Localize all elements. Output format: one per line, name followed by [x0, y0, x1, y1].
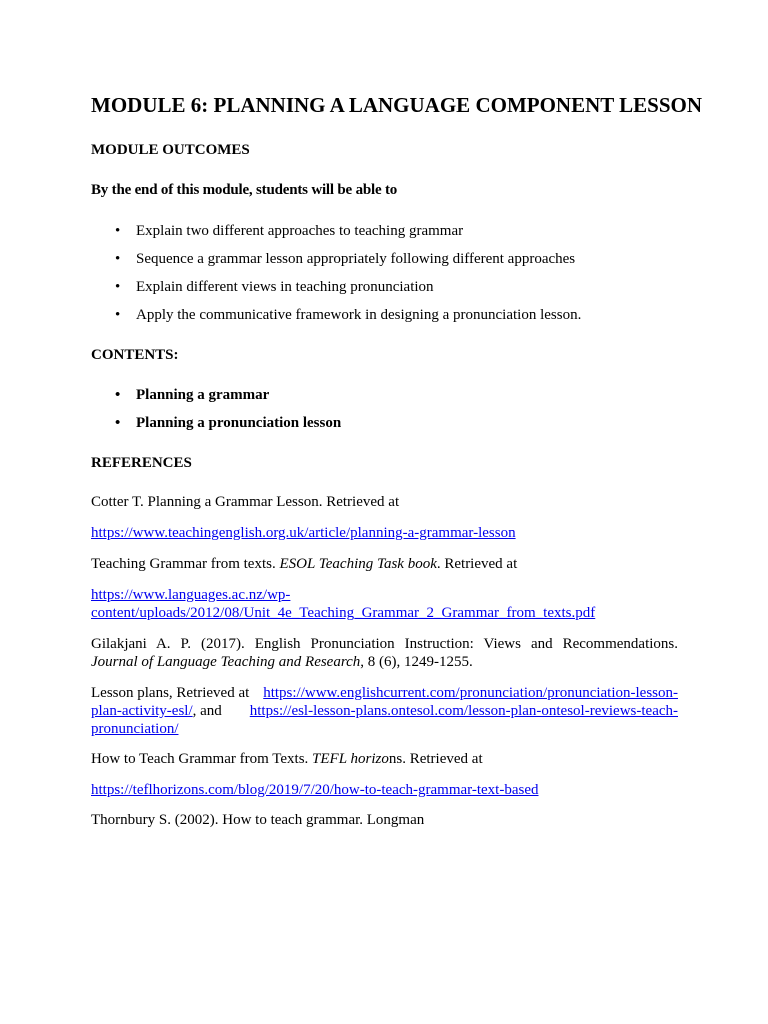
outcomes-list [91, 222, 581, 334]
reference-3-text: Gilakjani A. P. (2017). English Pronunciation Instruction: Views and Recommendations. Journal of Language Teaching and Research, 8 (6), 1249-1255. [91, 636, 678, 670]
reference-1-link-line [91, 524, 678, 542]
reference-5-link-line [91, 781, 678, 799]
reference-1-text: Cotter T. Planning a Grammar Lesson. Retrieved at [91, 494, 400, 510]
references-heading: REFERENCES [91, 455, 192, 471]
list-item: • Sequence a grammar lesson appropriately following different approaches [115, 251, 576, 267]
bullet-icon: • [115, 307, 121, 323]
reference-4-link-1-cont[interactable]: plan-activity-esl/ [91, 703, 193, 719]
bullet-icon: • [115, 415, 121, 431]
contents-list [91, 386, 341, 442]
reference-2-link[interactable]: https://www.languages.ac.nz/wp- content/uploads/2012/08/Unit_4e_Teaching_Grammar_2_Grammar_from_texts.pdf [91, 587, 596, 621]
bullet-icon: • [115, 251, 121, 267]
bullet-icon: • [115, 223, 121, 239]
reference-2-link-block [91, 586, 678, 622]
list-item: • Explain different views in teaching pronunciation [115, 279, 434, 295]
list-item: • Apply the communicative framework in designing a pronunciation lesson. [115, 307, 582, 323]
reference-4-link-2[interactable]: https://esl-lesson-plans.ontesol.com/lesson-plan-ontesol-reviews-teach- [249, 703, 678, 719]
outcomes-heading: MODULE OUTCOMES [91, 142, 250, 158]
contents-heading: CONTENTS: [91, 347, 179, 363]
list-item: • Planning a grammar [115, 387, 270, 403]
reference-5-link[interactable]: https://teflhorizons.com/blog/2019/7/20/how-to-teach-grammar-text-based [91, 782, 539, 798]
reference-4-link-1[interactable]: https://www.englishcurrent.com/pronunciation/pronunciation-lesson- [263, 685, 678, 701]
reference-1-link[interactable]: https://www.teachingenglish.org.uk/article/planning-a-grammar-lesson [91, 525, 516, 541]
list-item: • Planning a pronunciation lesson [115, 415, 342, 431]
reference-2-text: Teaching Grammar from texts. ESOL Teaching Task book. Retrieved at [91, 556, 518, 572]
reference-6-text: Thornbury S. (2002). How to teach grammar. Longman [91, 812, 425, 828]
bullet-icon: • [115, 387, 121, 403]
list-item: • Explain two different approaches to teaching grammar [115, 223, 464, 239]
bullet-icon: • [115, 279, 121, 295]
reference-4-text: Lesson plans, Retrieved at https://www.englishcurrent.com/pronunciation/pronunciation-lesson- plan-activity-esl/, and https://esl-lesson-plans.ontesol.com/lesson-plan-ontesol-reviews-teach- pronunciation/ [91, 685, 678, 737]
outcomes-lead: By the end of this module, students will be able to [91, 182, 398, 198]
reference-4-link-2-cont[interactable]: pronunciation/ [91, 721, 179, 737]
reference-5-text: How to Teach Grammar from Texts. TEFL horizons. Retrieved at [91, 751, 483, 767]
module-title: MODULE 6: PLANNING A LANGUAGE COMPONENT LESSON [91, 93, 703, 117]
